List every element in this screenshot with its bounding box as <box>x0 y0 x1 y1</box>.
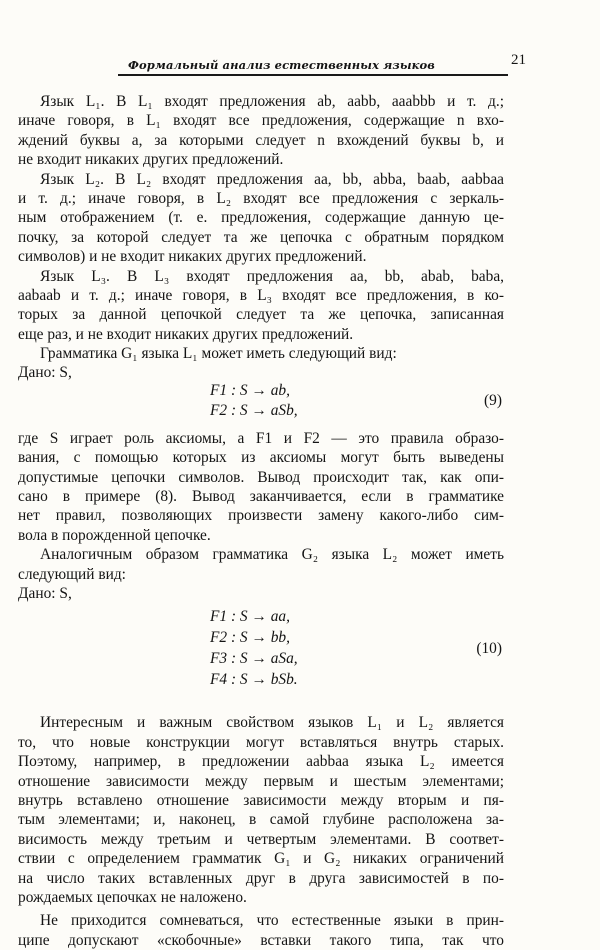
grammar-rule: F2 : S → aSb, <box>210 401 298 419</box>
paragraph-language-l1 <box>18 92 504 170</box>
text-line: и т. д.; иначе говоря, в L₂ входят все предложения с зеркаль- <box>18 189 504 207</box>
text-line: ствии с определением грамматик G₁ и G₂ никаких ограничений <box>18 850 504 868</box>
text-line: Аналогичным образом грамматика G₂ языка L₂ может иметь <box>40 546 504 564</box>
paragraph-language-l3 <box>18 267 504 345</box>
paragraph-grammar-g2 <box>18 545 504 603</box>
running-title: Формальный анализ естественных языков <box>128 58 435 72</box>
text-line: иначе говоря, в L₁ входят все предложения, содержащие n вхо- <box>18 112 504 130</box>
text-line: почку, за которой следует та же цепочка с обратным порядком <box>18 228 504 246</box>
paragraph-natural-languages <box>18 911 504 950</box>
text-line: Грамматика G₁ языка L₁ может иметь следующий вид: <box>40 345 397 363</box>
grammar-rule: F1 : S → ab, <box>210 381 290 399</box>
text-line: Поэтому, например, в предложении aabbaa языка L₂ имеется <box>18 753 504 771</box>
text-line: ждений буквы a, за которыми следует n вхождений буквы b, и <box>18 131 504 149</box>
text-line: на число таких вставленных друг в друга зависимостей в по- <box>18 869 504 887</box>
text-line: aabaab и т. д.; иначе говоря, в L₃ входят все предложения, в ко- <box>18 286 504 304</box>
text-line: торых за данной цепочкой следует та же цепочка, записанная <box>18 306 504 324</box>
text-line: следующий вид: <box>18 565 126 583</box>
body-text <box>18 92 504 950</box>
text-line: Дано: S, <box>18 584 72 602</box>
text-line: еще раз, и не входит никаких других предложений. <box>18 325 354 343</box>
paragraph-language-l2 <box>18 170 504 267</box>
paragraph-nesting-property <box>18 713 504 907</box>
text-line: ным отображением (т. е. предложения, содержащие данную це- <box>18 209 504 227</box>
equation-number: (9) <box>484 391 502 409</box>
grammar-rule: F3 : S → aSa, <box>210 650 298 668</box>
text-line: висимость между третьим и четвертым элементами. В соответ- <box>18 830 504 848</box>
page-header <box>118 48 526 76</box>
text-line: где S играет роль аксиомы, а F1 и F2 — это правила образо- <box>18 429 504 447</box>
equation-9 <box>18 381 504 423</box>
text-line: символов) и не входит никаких других предложений. <box>18 248 367 266</box>
grammar-rule: F2 : S → bb, <box>210 629 290 647</box>
text-line: внутрь вставлено отношение зависимости между вторым и пя- <box>18 791 504 809</box>
text-line: нет правил, позволяющих произвести замену какого-либо сим- <box>18 507 504 525</box>
text-line: Интересным и важным свойством языков L₁ и L₂ является <box>40 714 504 732</box>
text-line: Не приходится сомневаться, что естественные языки в прин- <box>40 912 504 930</box>
text-line: рождаемых цепочках не наложено. <box>18 888 247 906</box>
equation-10 <box>18 607 504 691</box>
text-line: вола в порожденной цепочке. <box>18 526 211 544</box>
page-number: 21 <box>511 52 526 68</box>
paragraph-grammar-g1 <box>18 344 504 383</box>
equation-number: (10) <box>476 640 502 658</box>
text-line: вания, с помощью которых из аксиомы могут быть выведены <box>18 449 504 467</box>
text-line: ципе допускают «скобочные» вставки такого типа, так что <box>18 931 504 949</box>
text-line: то, что новые конструкции могут вставляться внутрь старых. <box>18 733 504 751</box>
text-line: Язык L₂. В L₂ входят предложения aa, bb, abba, baab, aabbaa <box>40 170 504 188</box>
text-line: тым элементами; и, наконец, в самой глубине расположена за- <box>18 811 504 829</box>
paragraph-axiom-explanation <box>18 429 504 545</box>
text-line: Дано: S, <box>18 364 72 382</box>
text-line: Язык L₃. В L₃ входят предложения aa, bb, abab, baba, <box>40 267 504 285</box>
text-line: Язык L₁. В L₁ входят предложения ab, aabb, aaabbb и т. д.; <box>40 93 504 110</box>
text-line: допустимые цепочки символов. Вывод происходит так, как опи- <box>18 468 504 486</box>
grammar-rule: F1 : S → aa, <box>210 608 290 626</box>
text-line: не входит никаких других предложений. <box>18 151 284 169</box>
text-line: отношение зависимости между первым и шестым элементами; <box>18 772 504 790</box>
grammar-rule: F4 : S → bSb. <box>210 671 298 689</box>
text-line: сано в примере (8). Вывод заканчивается, если в грамматике <box>18 488 504 506</box>
